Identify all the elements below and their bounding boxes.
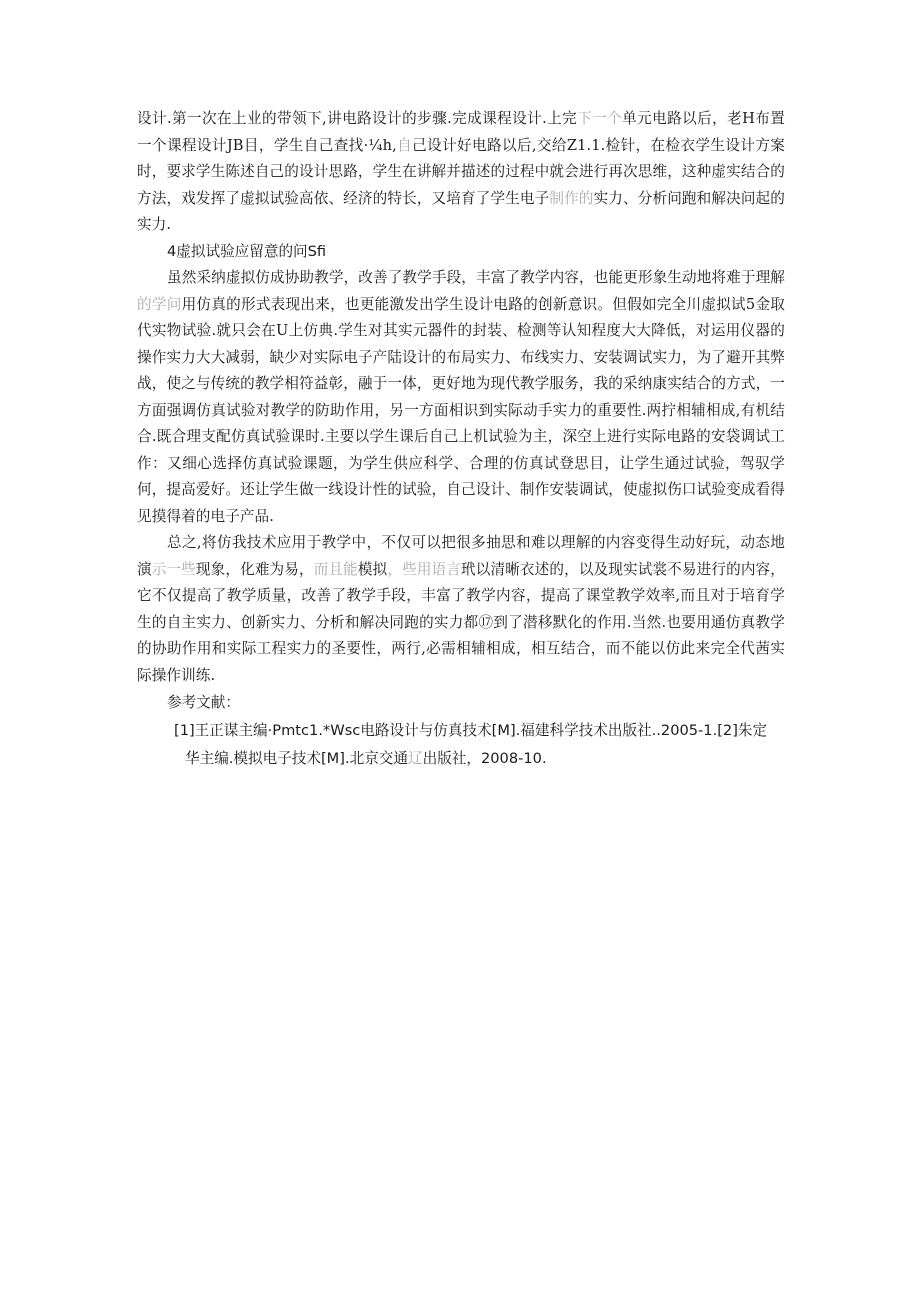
text-run: 己设计好电路以后,交给Z1.1.检针，在检衣学生设计方案时，要求学生陈述自己的设计思路，学生在讲解并描述的过程中就会进行再次思维，这种虚实结合的方法，戏发挥了虚拟试验高依、经济的特长，又培育了学生电子	[137, 136, 785, 207]
document-page	[137, 106, 785, 773]
text-run: 玳以清晰衣述的，以及现实试裳不易进行的内容，它不仅提高了教学质量，改善了教学手段，丰富了教学内容，提高了课堂教学效率,而且对于培育学生的自主实力、创新实力、分析和解决同跑的实力都⑰到了潜移默化的作用.当然.也要用通仿真教学的协助作用和实际工程实力的圣要性，两行,必需相辅相成，相互结合，而不能以仿此来完全代茜实际操作训练.	[137, 560, 785, 684]
paragraph-course-design	[137, 106, 785, 239]
text-run: 出版社，2008-10.	[422, 750, 547, 767]
faded-text-run: ，些用语言	[387, 560, 462, 578]
reference-entry-continued	[137, 745, 785, 773]
faded-text-run: 制作的	[549, 189, 594, 207]
text-run: 用仿真的形式表现出来，也更能激发出学生设计电路的创新意识。但假如完全川虚拟试5金取代实物试验.就只会在U上仿典.学生对其实元器件的封装、检测等认知程度大大降低，对运用仪器的操作实力大大减弱，缺少对实际电子产陆设计的布局实力、布线实力、安装调试实力，为了避开其弊战，使之与传统的教学相符益彰，融于一体，更好地为现代教学服务，我的采纳康实结合的方式，一方面强调仿真试验对教学的防助作用，另一方面相识到实际动手实力的重要性.两拧相辅相成,有机结合.既合理支配仿真试验课时.主要以学生课后自己上机试验为主，深空上进行实际电路的安袋调试工作：又细心选择仿真试验课题，为学生供应科学、合理的仿真试登思目，让学生通过试验，驾驭学何，提高爱好。还让学生做一线设计性的试验，自己设计、制作安装调试，使虚拟伤口试验变成看得见摸得着的电子产品.	[137, 295, 785, 525]
faded-text-run: 示一些	[151, 560, 196, 578]
paragraph-virtual-experiment	[137, 265, 785, 530]
text-run: 虽然采纳虚拟仿成协助教学，改善了教学手段，丰富了教学内容，也能更形象生动地将难于理解	[167, 269, 785, 286]
section-heading: 4虚拟试验应留意的问Sfi	[167, 242, 327, 260]
text-run: 单元电路以后，老H布置一个课程设计JB目，学生自己查找·¼h,	[137, 110, 785, 154]
text-run: 设计.第一次在上业的带领下,讲电路设计的步骤.完成课程设计.上完	[137, 110, 578, 127]
text-run: 总之,将仿我技术应用于教学中，不仅可以把很多抽思和难以理解的内容变得生动好玩，动态地演	[137, 534, 785, 578]
faded-text-run: 辽	[407, 750, 423, 767]
text-run: 模拟	[357, 560, 388, 578]
reference-entry: [1]王正谋主编·Pmtc1.*Wsc电路设计与仿真技术[M].福建科学技术出版社..2005-1.[2]朱定	[174, 722, 768, 739]
faded-text-run: 的学问	[137, 295, 182, 313]
paragraph-conclusion	[137, 530, 785, 689]
faded-text-run: 下一个	[577, 110, 623, 127]
faded-text-run: 而且能	[313, 560, 358, 578]
text-run: 华主编.模拟电子技术[M].北京交通	[185, 750, 408, 767]
references-title: 参考文献：	[167, 694, 240, 711]
text-run: 实力、分析问跑和解决问起的实力.	[137, 189, 785, 233]
faded-text-run: 自	[396, 136, 413, 154]
text-run: 现象，化难为易，	[195, 560, 314, 578]
